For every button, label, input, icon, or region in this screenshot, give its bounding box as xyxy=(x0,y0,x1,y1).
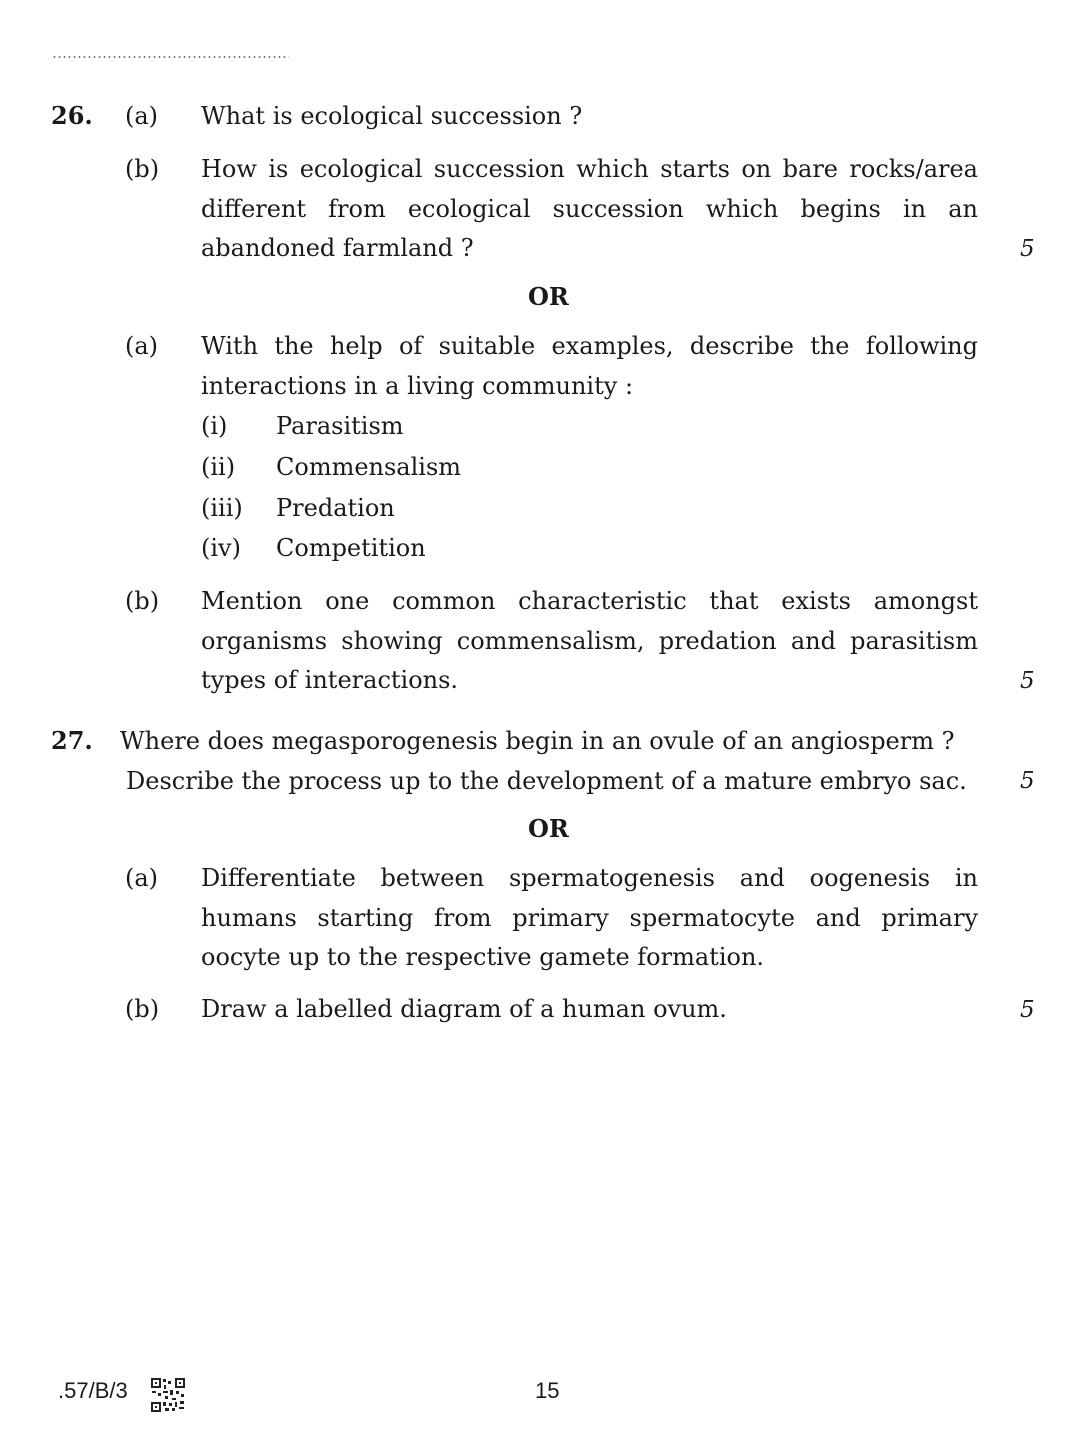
alt-part-label-a: (a) xyxy=(125,332,159,360)
list-item-text: Parasitism xyxy=(276,412,404,440)
question-26-alt-a-text: With the help of suitable examples, describe the following interactions in a living community : xyxy=(201,332,978,400)
or-separator-26: OR xyxy=(528,282,569,311)
question-27-line-1: Where does megasporogenesis begin in an ovule of an angiosperm ? xyxy=(120,727,955,755)
paper-code: .57/B/3 xyxy=(58,1378,128,1403)
part-label-a: (a) xyxy=(125,102,159,130)
question-26a-text: What is ecological succession ? xyxy=(201,102,583,130)
alt-part-label-b: (b) xyxy=(125,995,160,1023)
question-27-alt-b-text: Draw a labelled diagram of a human ovum. xyxy=(201,995,727,1023)
list-item-label: (iv) xyxy=(201,534,241,562)
alt-part-label-a: (a) xyxy=(125,864,159,892)
list-item-label: (i) xyxy=(201,412,228,440)
header-tracking-dots xyxy=(52,55,289,59)
list-item-text: Predation xyxy=(276,494,395,522)
list-item-text: Competition xyxy=(276,534,426,562)
page-number: 15 xyxy=(535,1378,560,1403)
marks-26-alt: 5 xyxy=(1020,668,1035,694)
list-item-label: (iii) xyxy=(201,494,243,522)
list-item-label: (ii) xyxy=(201,453,236,481)
alt-part-label-b: (b) xyxy=(125,587,160,615)
question-26b-text: How is ecological succession which starts on bare rocks/area different from ecological succession which begins in an abandoned farmland ? xyxy=(201,155,978,262)
question-26-alt-b-text: Mention one common characteristic that exists amongst organisms showing commensalism, predation and parasitism types of interactions. xyxy=(201,587,978,694)
question-27-text xyxy=(120,722,978,801)
question-27-line-2: Describe the process up to the development of a mature embryo sac. xyxy=(126,766,967,795)
marks-26: 5 xyxy=(1020,236,1035,262)
list-item-text: Commensalism xyxy=(276,453,462,481)
question-number-27: 27. xyxy=(51,726,93,755)
question-27-alt-a-text: Differentiate between spermatogenesis and oogenesis in humans starting from primary spermatocyte and primary oocyte up to the respective gamete formation. xyxy=(201,864,978,971)
marks-27-alt: 5 xyxy=(1020,997,1035,1023)
question-number-26: 26. xyxy=(51,101,93,130)
or-separator-27: OR xyxy=(528,814,569,843)
part-label-b: (b) xyxy=(125,155,160,183)
qr-code-icon xyxy=(150,1377,186,1413)
marks-27: 5 xyxy=(1020,768,1035,794)
